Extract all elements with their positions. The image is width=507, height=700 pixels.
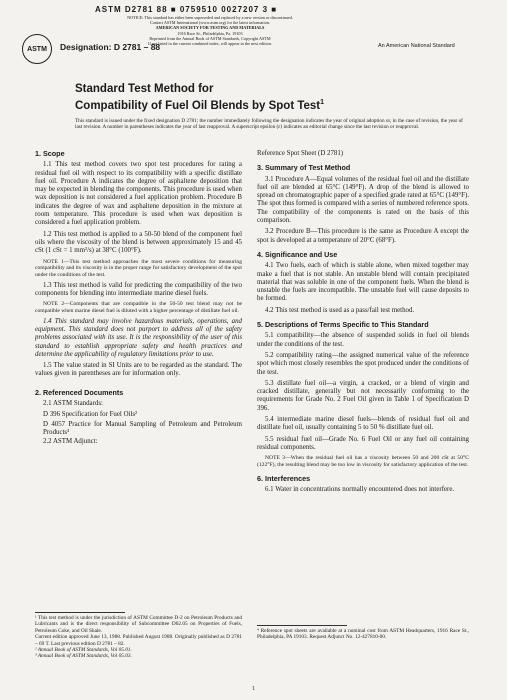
footnote-rule-right bbox=[257, 625, 347, 626]
designation-intro: This standard is issued under the fixed designation D 2781; the number immediately following the designation indicates the year of original adoption or, in the case of revision, the year of last revision. A number in parentheses indicates the year of last reapproval. A superscript epsilon (ε) indicates an editorial change since the last revision or reapproval. bbox=[75, 118, 463, 131]
note-2: NOTE 2—Components that are compatible in the 50-50 test blend may not be compatible when marine diesel fuel is diluted with a higher percentage of distillate fuel oil. bbox=[35, 301, 242, 314]
title-line-1: Standard Test Method for bbox=[75, 83, 214, 95]
para-4-1: 4.1 Two fuels, each of which is stable alone, when mixed together may make a fuel that is not stable. An unstable blend will contain precipitated material that was soluble in one of the component fuels. When the blend is unstable the fuels are incompatible. The unstable fuel will cause deposits to be formed. bbox=[257, 262, 469, 303]
para-3-1: 3.1 Procedure A—Equal volumes of the residual fuel oil and the distillate fuel oil are blended at 65°C (149°F). A drop of the blend is allowed to spread on chromatographic paper of a specified grade rated at 65°C (149°F). The spot thus formed is compared with a series of numbered reference spots. The compatibility of the components is rated on the basis of this comparison. bbox=[257, 175, 469, 225]
footnote-3: ³ Annual Book of ASTM Standards, Vol 05.03. bbox=[35, 653, 132, 660]
designation: Designation: D 2781 – 88 bbox=[60, 42, 161, 52]
para-3-2: 3.2 Procedure B—This procedure is the same as Procedure A except the spot is developed at a temperature of 20°C (68°F). bbox=[257, 228, 469, 244]
section-4-heading: 4. Significance and Use bbox=[257, 249, 338, 259]
para-1-2: 1.2 This test method is applied to a 50-50 blend of the component fuel oils where the viscosity of the blend is between approximately 15 and 45 cSt (1 cSt = 1 mm²/s) at 38°C (100°F). bbox=[35, 230, 242, 255]
para-6-1: 6.1 Water in concentrations normally encountered does not interfere. bbox=[265, 485, 455, 493]
section-6-heading: 6. Interferences bbox=[257, 473, 311, 483]
para-4-2: 4.2 This test method is used as a pass/fail test method. bbox=[265, 306, 415, 314]
left-footnotes bbox=[35, 615, 242, 660]
section-2-heading: 2. Referenced Documents bbox=[35, 387, 124, 397]
para-5-2: 5.2 compatibility rating—the assigned numerical value of the reference spot which most closely resembles the spot produced under the conditions of the test. bbox=[257, 351, 469, 376]
ref-d396: D 396 Specification for Fuel Oils² bbox=[43, 411, 138, 419]
footnote-1: ¹ This test method is under the jurisdiction of ASTM Committee D-2 on Petroleum Products and Lubricants and is the direct responsibility of Subcommittee D02.05 on Properties of Fuels, Petroleum Coke, and Oil Shale. bbox=[35, 615, 242, 634]
page-title bbox=[75, 82, 495, 113]
title-superscript: 1 bbox=[320, 99, 325, 106]
para-5-1: 5.1 compatibility—the absence of suspended solids in fuel oil blends under the conditions of the test. bbox=[257, 332, 469, 348]
page-number: 1 bbox=[252, 686, 255, 692]
para-1-1: 1.1 This test method covers two spot test procedures for rating a residual fuel oil with respect to its compatibility with a specific distillate fuel oil. Procedure A indicates the degree of asphaltene deposition that may be expected in blending the components. This procedure is used when wax deposition is not considered a fuel application problem. Procedure B indicates the degree of wax and asphaltene deposition in the mixture at room temperature. This procedure is used when wax deposition is considered a fuel application problem. bbox=[35, 161, 242, 227]
section-1-heading: 1. Scope bbox=[35, 149, 65, 158]
note-3: NOTE 3—When the residual fuel oil has a viscosity between 50 and 200 cSt at 50°C (122°F), the resulting blend may be too low in viscosity for satisfactory application of the test. bbox=[257, 455, 469, 468]
footnote-rule-left bbox=[35, 612, 125, 613]
notice-line-1: NOTICE: This standard has either been superseded and replaced by a new version or discontinued. bbox=[127, 15, 293, 20]
footnote-2: ² Annual Book of ASTM Standards, Vol 05.01. bbox=[35, 647, 132, 654]
para-5-4: 5.4 intermediate marine diesel fuels—blends of residual fuel oil and distillate fuel oil, usually containing 5 to 50 % distillate fuel oil. bbox=[257, 416, 469, 432]
para-2-2: 2.2 ASTM Adjunct: bbox=[43, 438, 98, 446]
footnote-4: ⁴ Reference spot sheets are available at a nominal cost from ASTM Headquarters, 1916 Race St., Philadelphia, PA 19103. Request Adjunct No. 12-427810-00. bbox=[257, 628, 469, 641]
para-1-3: 1.3 This test method is valid for predicting the compatibility of the two components for blending into intermediate marine diesel fuels. bbox=[35, 281, 242, 297]
title-line-2: Compatibility of Fuel Oil Blends by Spot Test bbox=[75, 99, 321, 112]
notice-line-2: Contact ASTM International (www.astm.org) for the latest information. bbox=[150, 20, 270, 26]
para-5-3: 5.3 distillate fuel oil—a virgin, a cracked, or a blend of virgin and cracked distillate, generally but not necessarily conforming to the requirements for Grade No. 2 Fuel Oil given in Table 1 of Specification D 396. bbox=[257, 379, 469, 412]
ref-d4057: D 4057 Practice for Manual Sampling of Petroleum and Petroleum Products³ bbox=[43, 420, 242, 436]
footnote-1b: Current edition approved June 13, 1988. Published August 1988. Originally published as D 2781 – 69 T. Last previous edition D 2781 – 82. bbox=[35, 634, 242, 647]
american-national-standard: An American National Standard bbox=[378, 43, 455, 49]
para-5-5: 5.5 residual fuel oil—Grade No. 6 Fuel Oil or any fuel oil containing residual components. bbox=[257, 435, 469, 451]
society-address: 1916 Race St., Philadelphia, Pa. 19103 bbox=[177, 30, 243, 36]
para-2-1: 2.1 ASTM Standards: bbox=[43, 400, 103, 408]
document-code-line: ASTM D2781 88 ■ 0759510 0027207 3 ■ bbox=[95, 5, 278, 14]
para-1-5: 1.5 The value stated in SI Units are to be regarded as the standard. The values given in parentheses are for information only. bbox=[35, 362, 242, 378]
society-name: AMERICAN SOCIETY FOR TESTING AND MATERIALS bbox=[155, 25, 265, 31]
right-column bbox=[257, 150, 469, 497]
section-3-heading: 3. Summary of Test Method bbox=[257, 163, 351, 173]
note-1: NOTE 1—This test method approaches the most severe conditions for measuring compatibility and its viscosity is in the proper range for satisfactory development of the spot under the conditions of the test. bbox=[35, 258, 242, 278]
adjunct-name: Reference Spot Sheet (D 2781) bbox=[257, 150, 344, 157]
listing-notice: If not listed in the current combined index, will appear in the next edition. bbox=[148, 41, 272, 47]
section-5-heading: 5. Descriptions of Terms Specific to This Standard bbox=[257, 320, 429, 330]
astm-logo: ASTM bbox=[22, 34, 52, 64]
para-1-4: 1.4 This standard may involve hazardous materials, operations, and equipment. This standard does not purport to address all of the safety problems associated with its use. It is the responsibility of the user of this standard to establish appropriate safety and health practices and determine the applicability of regulatory limitations prior to use. bbox=[35, 317, 242, 358]
reprint-notice: Reprinted from the Annual Book of ASTM Standards, Copyright ASTM bbox=[149, 35, 271, 41]
left-column bbox=[35, 150, 242, 450]
